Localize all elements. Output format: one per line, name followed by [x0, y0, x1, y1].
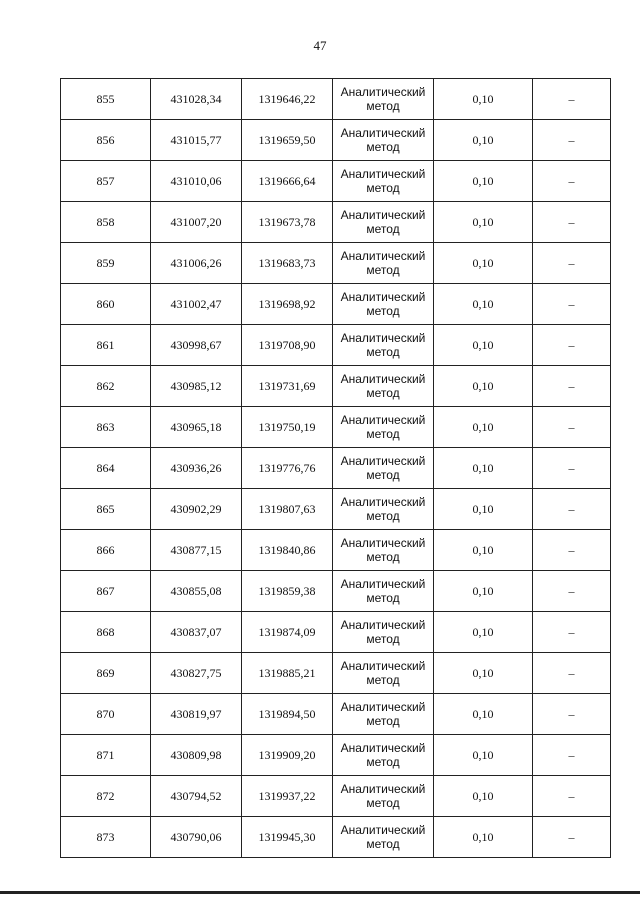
method-line-2: метод: [366, 591, 400, 605]
dash-cell: –: [533, 571, 611, 612]
table-row: [61, 735, 611, 776]
dash-cell: –: [533, 489, 611, 530]
dash-cell: –: [533, 284, 611, 325]
method-line-1: Аналитический: [340, 659, 426, 673]
y-coordinate-cell: 1319776,76: [242, 448, 333, 489]
x-coordinate-cell: 430837,07: [151, 612, 242, 653]
table-row: [61, 161, 611, 202]
method-cell: [333, 120, 434, 161]
method-cell: [333, 79, 434, 120]
y-coordinate-cell: 1319750,19: [242, 407, 333, 448]
point-number-cell: 868: [61, 612, 151, 653]
error-cell: 0,10: [434, 776, 533, 817]
method-line-2: метод: [366, 632, 400, 646]
table-row: [61, 489, 611, 530]
table-row: [61, 817, 611, 858]
error-cell: 0,10: [434, 817, 533, 858]
dash-cell: –: [533, 325, 611, 366]
table-row: [61, 79, 611, 120]
table-row: [61, 366, 611, 407]
error-cell: 0,10: [434, 284, 533, 325]
method-line-2: метод: [366, 345, 400, 359]
method-line-2: метод: [366, 550, 400, 564]
point-number-cell: 857: [61, 161, 151, 202]
table-row: [61, 325, 611, 366]
method-line-2: метод: [366, 509, 400, 523]
error-cell: 0,10: [434, 202, 533, 243]
x-coordinate-cell: 431007,20: [151, 202, 242, 243]
method-cell: [333, 243, 434, 284]
method-cell: [333, 530, 434, 571]
y-coordinate-cell: 1319840,86: [242, 530, 333, 571]
method-line-1: Аналитический: [340, 290, 426, 304]
method-line-2: метод: [366, 837, 400, 851]
dash-cell: –: [533, 612, 611, 653]
dash-cell: –: [533, 161, 611, 202]
x-coordinate-cell: 430794,52: [151, 776, 242, 817]
method-cell: [333, 612, 434, 653]
method-line-1: Аналитический: [340, 741, 426, 755]
dash-cell: –: [533, 448, 611, 489]
y-coordinate-cell: 1319659,50: [242, 120, 333, 161]
error-cell: 0,10: [434, 612, 533, 653]
x-coordinate-cell: 430936,26: [151, 448, 242, 489]
table-row: [61, 243, 611, 284]
y-coordinate-cell: 1319698,92: [242, 284, 333, 325]
point-number-cell: 869: [61, 653, 151, 694]
point-number-cell: 871: [61, 735, 151, 776]
point-number-cell: 873: [61, 817, 151, 858]
y-coordinate-cell: 1319683,73: [242, 243, 333, 284]
method-cell: [333, 325, 434, 366]
page-number: 47: [313, 38, 327, 53]
dash-cell: –: [533, 202, 611, 243]
error-cell: 0,10: [434, 489, 533, 530]
error-cell: 0,10: [434, 694, 533, 735]
coordinates-table: [60, 78, 611, 858]
method-line-2: метод: [366, 796, 400, 810]
y-coordinate-cell: 1319937,22: [242, 776, 333, 817]
method-line-2: метод: [366, 304, 400, 318]
method-line-2: метод: [366, 386, 400, 400]
table-row: [61, 407, 611, 448]
dash-cell: –: [533, 735, 611, 776]
x-coordinate-cell: 430809,98: [151, 735, 242, 776]
table-row: [61, 694, 611, 735]
method-line-1: Аналитический: [340, 495, 426, 509]
x-coordinate-cell: 431010,06: [151, 161, 242, 202]
method-cell: [333, 161, 434, 202]
x-coordinate-cell: 430827,75: [151, 653, 242, 694]
point-number-cell: 862: [61, 366, 151, 407]
error-cell: 0,10: [434, 407, 533, 448]
x-coordinate-cell: 430855,08: [151, 571, 242, 612]
x-coordinate-cell: 430965,18: [151, 407, 242, 448]
error-cell: 0,10: [434, 530, 533, 571]
y-coordinate-cell: 1319646,22: [242, 79, 333, 120]
y-coordinate-cell: 1319874,09: [242, 612, 333, 653]
point-number-cell: 866: [61, 530, 151, 571]
method-line-1: Аналитический: [340, 249, 426, 263]
method-line-1: Аналитический: [340, 823, 426, 837]
y-coordinate-cell: 1319885,21: [242, 653, 333, 694]
error-cell: 0,10: [434, 735, 533, 776]
dash-cell: –: [533, 243, 611, 284]
page-bottom-border: [0, 891, 640, 894]
error-cell: 0,10: [434, 325, 533, 366]
table-row: [61, 530, 611, 571]
x-coordinate-cell: 431015,77: [151, 120, 242, 161]
point-number-cell: 861: [61, 325, 151, 366]
y-coordinate-cell: 1319945,30: [242, 817, 333, 858]
error-cell: 0,10: [434, 79, 533, 120]
error-cell: 0,10: [434, 243, 533, 284]
error-cell: 0,10: [434, 571, 533, 612]
method-line-2: метод: [366, 140, 400, 154]
method-line-1: Аналитический: [340, 126, 426, 140]
point-number-cell: 872: [61, 776, 151, 817]
method-line-2: метод: [366, 181, 400, 195]
x-coordinate-cell: 430985,12: [151, 366, 242, 407]
method-line-1: Аналитический: [340, 208, 426, 222]
table-row: [61, 202, 611, 243]
table-row: [61, 653, 611, 694]
method-line-1: Аналитический: [340, 85, 426, 99]
method-cell: [333, 653, 434, 694]
y-coordinate-cell: 1319807,63: [242, 489, 333, 530]
method-line-1: Аналитический: [340, 577, 426, 591]
point-number-cell: 864: [61, 448, 151, 489]
point-number-cell: 855: [61, 79, 151, 120]
error-cell: 0,10: [434, 120, 533, 161]
method-line-1: Аналитический: [340, 454, 426, 468]
method-line-1: Аналитический: [340, 413, 426, 427]
point-number-cell: 856: [61, 120, 151, 161]
dash-cell: –: [533, 407, 611, 448]
dash-cell: –: [533, 79, 611, 120]
y-coordinate-cell: 1319909,20: [242, 735, 333, 776]
table-row: [61, 776, 611, 817]
method-line-1: Аналитический: [340, 372, 426, 386]
method-line-1: Аналитический: [340, 700, 426, 714]
method-line-2: метод: [366, 263, 400, 277]
error-cell: 0,10: [434, 161, 533, 202]
method-line-2: метод: [366, 673, 400, 687]
method-cell: [333, 202, 434, 243]
point-number-cell: 870: [61, 694, 151, 735]
dash-cell: –: [533, 694, 611, 735]
table-row: [61, 120, 611, 161]
y-coordinate-cell: 1319673,78: [242, 202, 333, 243]
method-cell: [333, 571, 434, 612]
dash-cell: –: [533, 120, 611, 161]
table-row: [61, 571, 611, 612]
point-number-cell: 859: [61, 243, 151, 284]
method-cell: [333, 448, 434, 489]
point-number-cell: 858: [61, 202, 151, 243]
table-body: [61, 79, 611, 858]
y-coordinate-cell: 1319894,50: [242, 694, 333, 735]
error-cell: 0,10: [434, 366, 533, 407]
table-row: [61, 284, 611, 325]
dash-cell: –: [533, 776, 611, 817]
method-cell: [333, 735, 434, 776]
x-coordinate-cell: 430819,97: [151, 694, 242, 735]
y-coordinate-cell: 1319666,64: [242, 161, 333, 202]
method-line-1: Аналитический: [340, 167, 426, 181]
point-number-cell: 860: [61, 284, 151, 325]
method-cell: [333, 694, 434, 735]
dash-cell: –: [533, 530, 611, 571]
method-line-2: метод: [366, 714, 400, 728]
method-line-1: Аналитический: [340, 618, 426, 632]
x-coordinate-cell: 431028,34: [151, 79, 242, 120]
x-coordinate-cell: 430902,29: [151, 489, 242, 530]
method-line-2: метод: [366, 755, 400, 769]
method-cell: [333, 817, 434, 858]
method-cell: [333, 489, 434, 530]
table-row: [61, 448, 611, 489]
y-coordinate-cell: 1319708,90: [242, 325, 333, 366]
method-line-2: метод: [366, 99, 400, 113]
method-line-1: Аналитический: [340, 536, 426, 550]
method-cell: [333, 284, 434, 325]
x-coordinate-cell: 431002,47: [151, 284, 242, 325]
dash-cell: –: [533, 817, 611, 858]
point-number-cell: 867: [61, 571, 151, 612]
method-line-2: метод: [366, 427, 400, 441]
method-line-2: метод: [366, 468, 400, 482]
dash-cell: –: [533, 366, 611, 407]
method-line-1: Аналитический: [340, 331, 426, 345]
x-coordinate-cell: 430790,06: [151, 817, 242, 858]
y-coordinate-cell: 1319731,69: [242, 366, 333, 407]
method-cell: [333, 776, 434, 817]
method-line-2: метод: [366, 222, 400, 236]
table-row: [61, 612, 611, 653]
x-coordinate-cell: 431006,26: [151, 243, 242, 284]
error-cell: 0,10: [434, 653, 533, 694]
dash-cell: –: [533, 653, 611, 694]
error-cell: 0,10: [434, 448, 533, 489]
y-coordinate-cell: 1319859,38: [242, 571, 333, 612]
x-coordinate-cell: 430877,15: [151, 530, 242, 571]
point-number-cell: 865: [61, 489, 151, 530]
method-line-1: Аналитический: [340, 782, 426, 796]
method-cell: [333, 407, 434, 448]
method-cell: [333, 366, 434, 407]
point-number-cell: 863: [61, 407, 151, 448]
x-coordinate-cell: 430998,67: [151, 325, 242, 366]
